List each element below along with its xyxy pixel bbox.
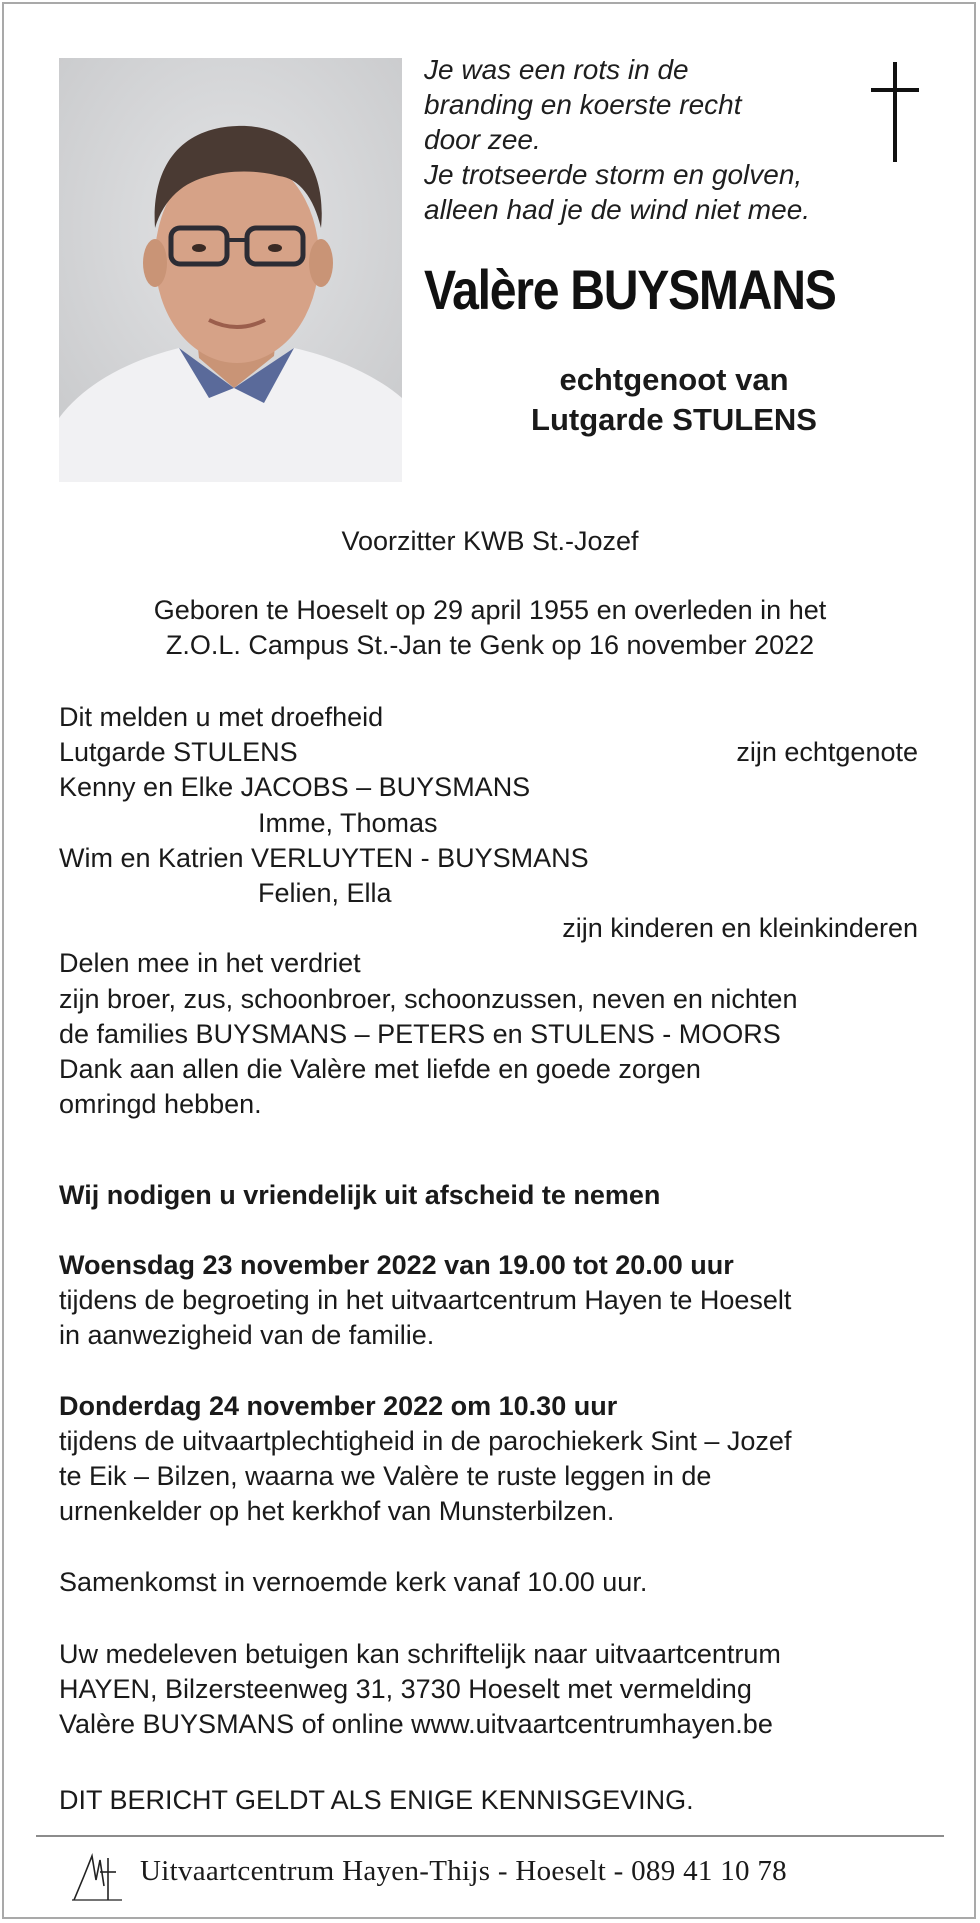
footer-contact: Uitvaartcentrum Hayen-Thijs - Hoeselt - 089 41 10 78 bbox=[140, 1855, 787, 1887]
spouse-block bbox=[424, 360, 924, 440]
role-line: Voorzitter KWB St.-Jozef bbox=[341, 526, 639, 556]
birth-death-info bbox=[0, 593, 980, 663]
visitation-line: in aanwezigheid van de familie. bbox=[59, 1320, 435, 1350]
families-line: de families BUYSMANS – PETERS en STULENS - MOORS bbox=[59, 1019, 781, 1049]
thanks-line: Dank aan allen die Valère met liefde en goede zorgen bbox=[59, 1054, 701, 1084]
footer-divider bbox=[36, 1835, 944, 1837]
funeral-datetime: Donderdag 24 november 2022 om 10.30 uur bbox=[59, 1391, 618, 1421]
condolence-line: HAYEN, Bilzersteenweg 31, 3730 Hoeselt met vermelding bbox=[59, 1674, 752, 1704]
visitation-datetime: Woensdag 23 november 2022 van 19.00 tot 20.00 uur bbox=[59, 1250, 734, 1280]
poem-line: Je was een rots in de bbox=[424, 54, 689, 85]
cross-icon bbox=[866, 62, 926, 162]
poem-line: Je trotseerde storm en golven, bbox=[424, 159, 803, 190]
condolence-line: Uw medeleven betuigen kan schriftelijk naar uitvaartcentrum bbox=[59, 1639, 781, 1669]
portrait-photo bbox=[59, 58, 402, 482]
memorial-poem bbox=[424, 52, 864, 227]
spouse-line: echtgenoot van bbox=[559, 362, 789, 397]
condolence-line: Valère BUYSMANS of online www.uitvaartcentrumhayen.be bbox=[59, 1709, 773, 1739]
share-intro: Delen mee in het verdriet bbox=[59, 948, 361, 978]
invitation-heading: Wij nodigen u vriendelijk uit afscheid te nemen bbox=[59, 1180, 661, 1210]
funeral-line: urnenkelder op het kerkhof van Munsterbilzen. bbox=[59, 1496, 615, 1526]
deceased-name: Valère BUYSMANS bbox=[424, 258, 836, 321]
spouse-relation: zijn echtgenote bbox=[736, 737, 918, 767]
funeral-line: te Eik – Bilzen, waarna we Valère te ruste leggen in de bbox=[59, 1461, 712, 1491]
poem-line: alleen had je de wind niet mee. bbox=[424, 194, 811, 225]
grandchildren-entry: Felien, Ella bbox=[258, 878, 392, 908]
poem-line: door zee. bbox=[424, 124, 541, 155]
thanks-line: omringd hebben. bbox=[59, 1089, 262, 1119]
spouse-entry: Lutgarde STULENS bbox=[59, 737, 298, 767]
grandchildren-entry: Imme, Thomas bbox=[258, 808, 438, 838]
visitation-line: tijdens de begroeting in het uitvaartcentrum Hayen te Hoeselt bbox=[59, 1285, 792, 1315]
notice-line: DIT BERICHT GELDT ALS ENIGE KENNISGEVING. bbox=[59, 1785, 694, 1815]
siblings-line: zijn broer, zus, schoonbroer, schoonzussen, neven en nichten bbox=[59, 984, 798, 1014]
family-intro: Dit melden u met droefheid bbox=[59, 702, 384, 732]
birth-line: Geboren te Hoeselt op 29 april 1955 en overleden in het bbox=[153, 595, 827, 625]
child-entry: Wim en Katrien VERLUYTEN - BUYSMANS bbox=[59, 843, 589, 873]
death-line: Z.O.L. Campus St.-Jan te Genk op 16 november 2022 bbox=[165, 630, 815, 660]
spouse-name: Lutgarde STULENS bbox=[531, 402, 817, 437]
hayen-logo-icon bbox=[70, 1846, 128, 1904]
poem-line: branding en koerste recht bbox=[424, 89, 742, 120]
children-relation: zijn kinderen en kleinkinderen bbox=[562, 913, 918, 943]
funeral-line: tijdens de uitvaartplechtigheid in de parochiekerk Sint – Jozef bbox=[59, 1426, 792, 1456]
gathering-line: Samenkomst in vernoemde kerk vanaf 10.00 uur. bbox=[59, 1567, 648, 1597]
child-entry: Kenny en Elke JACOBS – BUYSMANS bbox=[59, 772, 531, 802]
